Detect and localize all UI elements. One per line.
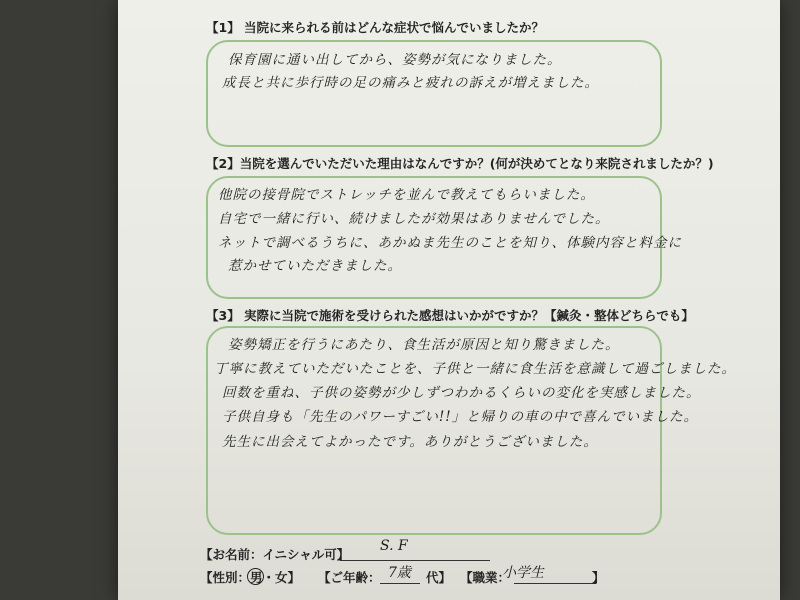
gender-close: 】: [287, 570, 301, 585]
answer-3-line-2: 丁寧に教えていただいたことを、子供と一緒に食生活を意識して過ごしました。: [214, 361, 736, 377]
question-3-heading: 【3】 実際に当院で施術を受けられた感想はいかがですか？【鍼灸・整体どちらでも】: [206, 308, 694, 323]
gender-field: [200, 568, 300, 586]
job-value: 小学生: [502, 565, 544, 581]
gender-selected-circle: [247, 568, 264, 585]
question-1-heading: 【1】 当院に来られる前はどんな症状で悩んでいましたか？: [206, 20, 545, 35]
answer-3-line-5: 先生に出会えてよかったです。ありがとうございました。: [222, 434, 598, 450]
age-value: 7歳: [388, 565, 411, 581]
questionnaire-sheet: [118, 0, 780, 600]
answer-3-line-4: 子供自身も「先生のパワーすごい!!」と帰りの車の中で喜んでいました。: [222, 409, 699, 425]
gender-female-option: 女: [275, 570, 288, 585]
answer-2-line-4: 惹かせていただきました。: [228, 258, 402, 274]
answer-1-line-2: 成長と共に歩行時の足の痛みと疲れの訴えが増えました。: [222, 75, 599, 91]
job-close: 】: [592, 570, 605, 585]
age-suffix: 代】: [426, 570, 452, 585]
gender-label: 【性別：: [200, 570, 251, 585]
answer-3-line-1: 姿勢矯正を行うにあたり、食生活が原因と知り驚きました。: [228, 337, 620, 353]
age-label: 【ご年齢：: [318, 570, 381, 585]
gender-male-option: [250, 570, 263, 585]
answer-2-line-1: 他院の接骨院でストレッチを並んで教えてもらいました。: [218, 187, 595, 203]
answer-1-line-1: 保育園に通い出してから、姿勢が気になりました。: [228, 52, 562, 68]
name-value: S. F: [380, 538, 408, 554]
name-underline: [340, 560, 490, 561]
gender-male-text: 男: [250, 570, 263, 585]
age-underline: [380, 583, 420, 584]
gender-separator: ・: [262, 570, 276, 585]
job-underline: [514, 583, 596, 584]
answer-2-line-2: 自宅で一緒に行い、続けましたが効果はありませんでした。: [218, 211, 610, 227]
name-label: 【お名前：イニシャル可】: [200, 547, 350, 562]
answer-3-line-3: 回数を重ね、子供の姿勢が少しずつわかるくらいの変化を実感しました。: [222, 385, 701, 401]
answer-2-line-3: ネットで調べるうちに、あかぬま先生のことを知り、体験内容と料金に: [218, 235, 682, 251]
job-label: 【職業：: [460, 570, 511, 585]
question-2-heading: 【2】当院を選んでいただいた理由はなんですか？(何が決めてとなり来院されましたか？): [206, 156, 714, 171]
